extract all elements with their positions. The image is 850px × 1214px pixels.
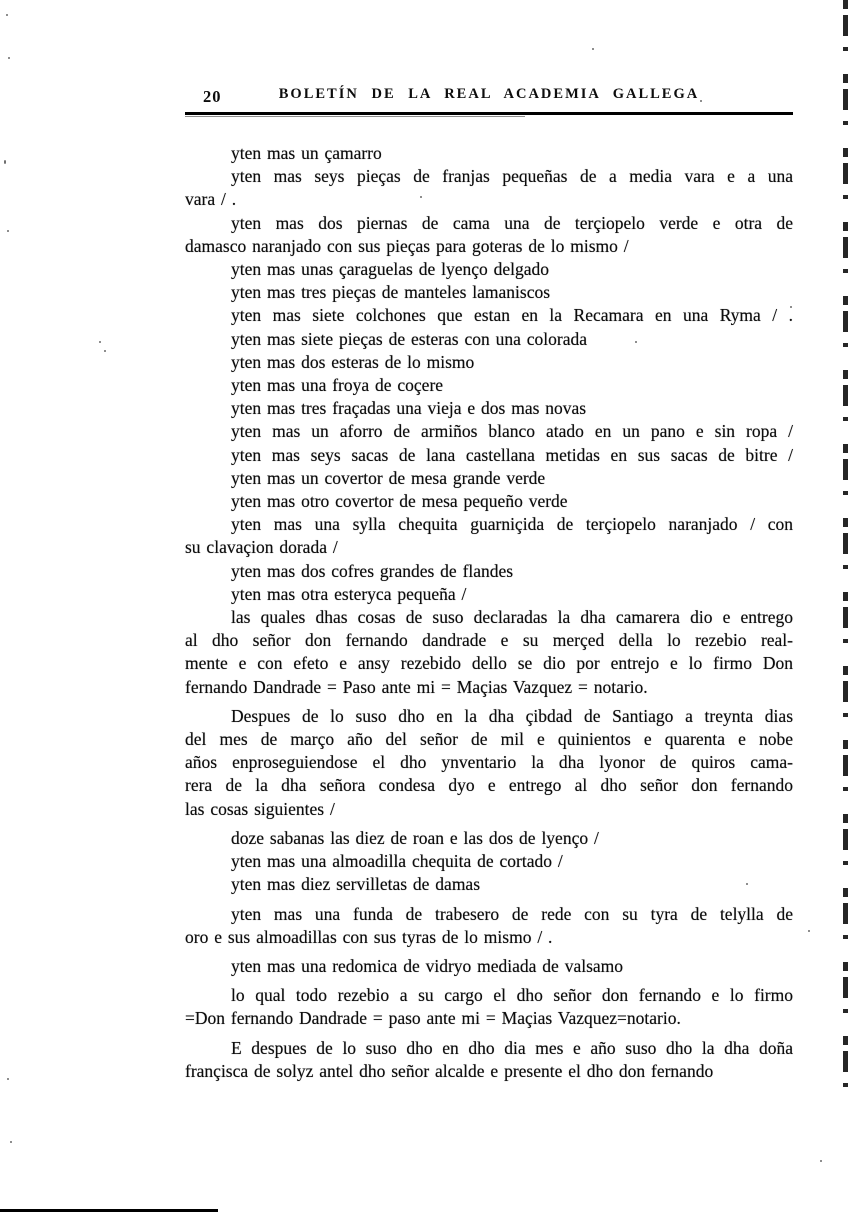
scan-speck bbox=[4, 160, 6, 164]
text-line: yten mas dos piernas de cama una de terçiopelo verde e otra de bbox=[231, 212, 793, 233]
text-line: yten mas unas çaraguelas de lyenço delgado bbox=[231, 259, 550, 280]
paragraph bbox=[185, 873, 793, 896]
paragraph bbox=[185, 1037, 793, 1083]
text-line: yten mas siete pieças de esteras con una colorada bbox=[231, 328, 588, 349]
text-line: oro e sus almoadillas con sus tyras de lo mismo / . bbox=[185, 926, 553, 947]
paragraph bbox=[185, 258, 793, 281]
paragraph bbox=[185, 560, 793, 583]
text-line: yten mas una froya de coçere bbox=[231, 375, 444, 396]
text-line: yten mas un covertor de mesa grande verde bbox=[231, 467, 546, 488]
paragraph bbox=[185, 467, 793, 490]
text-line: françisca de solyz antel dho señor alcalde e presente el dho don fernando bbox=[185, 1060, 714, 1081]
text-line: yten mas una almoadilla chequita de cortado / bbox=[231, 851, 563, 872]
text-line: Despues de lo suso dho en la dha çibdad de Santiago a treynta dias bbox=[231, 705, 793, 726]
paragraph bbox=[185, 142, 793, 165]
text-line: al dho señor don fernando dandrade e su merçed della lo rezebio real- bbox=[185, 630, 793, 651]
text-line: mente e con efeto e ansy rezebido dello se dio por entrejo e lo firmo Don bbox=[185, 653, 793, 674]
text-line: yten mas seys sacas de lana castellana metidas en sus sacas de bitre / bbox=[231, 444, 793, 465]
paragraph bbox=[185, 328, 793, 351]
scan-speck bbox=[8, 57, 10, 59]
scan-speck bbox=[7, 1078, 9, 1080]
scan-speck bbox=[592, 48, 594, 50]
header-rule bbox=[185, 112, 793, 115]
text-line: =Don fernando Dandrade = paso ante mi = Maçias Vazquez=notario. bbox=[185, 1008, 681, 1029]
text-line: fernando Dandrade = Paso ante mi = Maçias Vazquez = notario. bbox=[185, 676, 648, 697]
paragraph bbox=[185, 397, 793, 420]
paragraph bbox=[185, 984, 793, 1030]
text-line: yten mas una redomica de vidryo mediada de valsamo bbox=[231, 955, 624, 976]
page-content bbox=[185, 86, 793, 1083]
paragraph bbox=[185, 490, 793, 513]
paragraph bbox=[185, 420, 793, 443]
text-line: E despues de lo suso dho en dho dia mes e año suso dho la dha doña bbox=[231, 1037, 793, 1058]
scan-speck bbox=[10, 1141, 12, 1143]
text-line: doze sabanas las diez de roan e las dos de lyenço / bbox=[231, 827, 599, 848]
text-line: yten mas siete colchones que estan en la Recamara en una Ryma / . bbox=[231, 305, 793, 326]
text-line: yten mas tres pieças de manteles lamaniscos bbox=[231, 282, 551, 303]
scan-speck bbox=[820, 1160, 822, 1162]
paragraph bbox=[185, 606, 793, 699]
paragraph bbox=[185, 444, 793, 467]
text-line: vara / . bbox=[185, 189, 237, 210]
text-line: yten mas diez servilletas de damas bbox=[231, 874, 481, 895]
paragraph bbox=[185, 903, 793, 949]
scan-bottom-edge-artifact bbox=[0, 1209, 218, 1212]
text-line: del mes de março año del señor de mil e quinientos e quarenta e nobe bbox=[185, 729, 793, 750]
text-line: rera de la dha señora condesa dyo e entrego al dho señor don fernando bbox=[185, 775, 793, 796]
text-line: lo qual todo rezebio a su cargo el dho señor don fernando e lo firmo bbox=[231, 985, 793, 1006]
text-line: damasco naranjado con sus pieças para goteras de lo mismo / bbox=[185, 235, 629, 256]
text-line: yten mas otro covertor de mesa pequeño verde bbox=[231, 491, 568, 512]
text-line: su clavaçion dorada / bbox=[185, 537, 338, 558]
text-line: yten mas dos cofres grandes de flandes bbox=[231, 560, 514, 581]
text-line: yten mas tres fraçadas una vieja e dos mas novas bbox=[231, 398, 587, 419]
text-line: las cosas siguientes / bbox=[185, 798, 335, 819]
text-line: yten mas un çamarro bbox=[231, 143, 382, 163]
scan-speck bbox=[808, 930, 810, 932]
paragraph bbox=[185, 351, 793, 374]
scan-speck bbox=[7, 230, 9, 232]
paragraph bbox=[185, 583, 793, 606]
paragraph bbox=[185, 281, 793, 304]
paragraph bbox=[185, 165, 793, 211]
scan-speck bbox=[99, 341, 101, 343]
paragraph bbox=[185, 212, 793, 258]
document-body bbox=[185, 142, 793, 1083]
text-line: yten mas un aforro de armiños blanco atado en un pano e sin ropa / bbox=[231, 421, 793, 442]
scan-speck bbox=[6, 14, 8, 16]
text-line: yten mas seys pieças de franjas pequeñas de a media vara e a una bbox=[231, 166, 793, 187]
text-line: las quales dhas cosas de suso declaradas la dha camarera dio e entrego bbox=[231, 607, 793, 628]
text-line: yten mas una sylla chequita guarniçida de terçiopelo naranjado / con bbox=[231, 514, 793, 535]
paragraph bbox=[185, 513, 793, 559]
text-line: yten mas una funda de trabesero de rede con su tyra de telylla de bbox=[231, 903, 793, 924]
scan-right-edge-artifact bbox=[843, 0, 848, 1105]
page-header bbox=[185, 86, 793, 105]
paragraph bbox=[185, 374, 793, 397]
page-number: 20 bbox=[203, 87, 222, 106]
paragraph bbox=[185, 304, 793, 327]
paragraph bbox=[185, 705, 793, 821]
text-line: años enproseguiendose el dho ynventario la dha lyonor de quiros cama- bbox=[185, 752, 793, 773]
scan-speck bbox=[104, 350, 106, 352]
paragraph bbox=[185, 955, 793, 978]
journal-title: BOLETÍN DE LA REAL ACADEMIA GALLEGA bbox=[278, 86, 700, 102]
paragraph bbox=[185, 850, 793, 873]
paragraph bbox=[185, 827, 793, 850]
text-line: yten mas otra esteryca pequeña / bbox=[231, 583, 467, 604]
text-line: yten mas dos esteras de lo mismo bbox=[231, 351, 475, 372]
